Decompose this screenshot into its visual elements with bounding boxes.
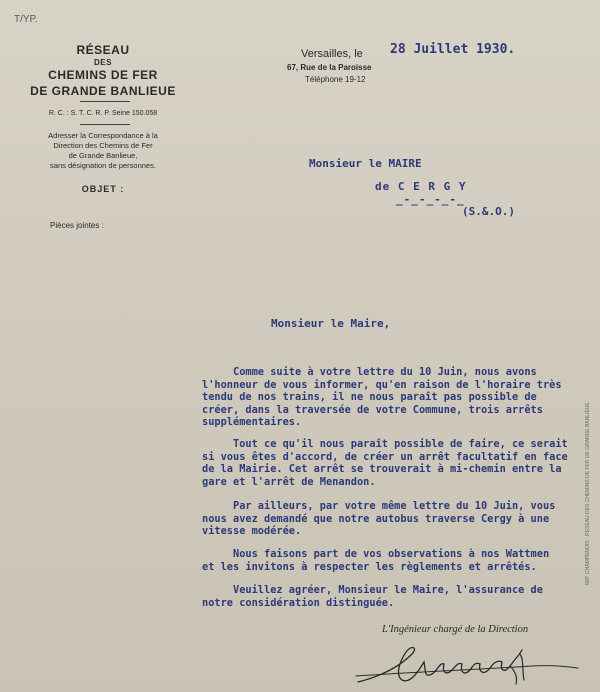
recipient-line-2: de C E R G Y [375,180,467,193]
street-address: 67, Rue de la Paroisse [287,63,372,72]
printer-margin-note: IMP. CHAMPENOIS · RÉSEAU DES CHEMINS DE FER DE GRANDE BANLIEUE [585,402,591,585]
letterhead-line-4: DE GRANDE BANLIEUE [30,84,176,98]
letter-date: 28 Juillet 1930. [390,42,516,57]
letterhead-line-2: DES [94,58,112,67]
objet-label: OBJET : [81,184,125,194]
place-label: Versailles, le [301,48,363,60]
recipient-line-1: Monsieur le MAIRE [309,157,422,170]
recipient-underline: _-_-_-_-_ [396,193,465,206]
letterhead-rc: R. C. : S. T. C. R. P. Seine 150.058 [48,110,158,117]
letterhead-divider [80,101,130,102]
body-paragraph: Par ailleurs, par votre même lettre du 10 Juin, vous nous avez demandé que notre autobus traverse Cergy à une vitesse modérée. [202,500,556,538]
body-paragraph: Veuillez agréer, Monsieur le Maire, l'assurance de notre considération distinguée. [202,584,543,609]
signature-label: L'Ingénieur chargé de la Direction [382,624,529,635]
salutation: Monsieur le Maire, [271,317,391,330]
letterhead-address-line: de Grande Banlieue, [68,151,138,160]
pieces-jointes-label: Pièces jointes : [50,221,104,230]
letterhead-address-line: sans désignation de personnes. [50,161,156,170]
letterhead-line-1: RÉSEAU [76,43,130,57]
body-paragraph: Comme suite à votre lettre du 10 Juin, nous avons l'honneur de vous informer, qu'en raison de l'horaire très tendu de nos trains, il ne nous paraît pas possible de créer, dans la traversée de votre Commune, trois arrêts supplémentaires. [202,366,562,429]
telephone: Téléphone 19-12 [305,75,366,84]
letterhead-address-line: Adresser la Correspondance à la [48,131,158,140]
body-paragraph: Tout ce qu'il nous paraît possible de faire, ce serait si vous êtes d'accord, de créer un arrêt facultatif en face de la Mairie. Cet arrêt se trouverait à mi-chemin entre la gare et l'arrêt de Menandon. [202,438,568,488]
letterhead-address-line: Direction des Chemins de Fer [53,141,153,150]
body-paragraph: Nous faisons part de vos observations à nos Wattmen et les invitons à respecter les règlements et arrêtés. [202,548,550,573]
recipient-line-3: (S.&.O.) [462,205,515,218]
handwritten-signature [352,636,582,688]
letterhead-divider [80,124,130,125]
letterhead-line-3: CHEMINS DE FER [48,68,158,82]
reference-code: T/YP. [14,14,38,25]
